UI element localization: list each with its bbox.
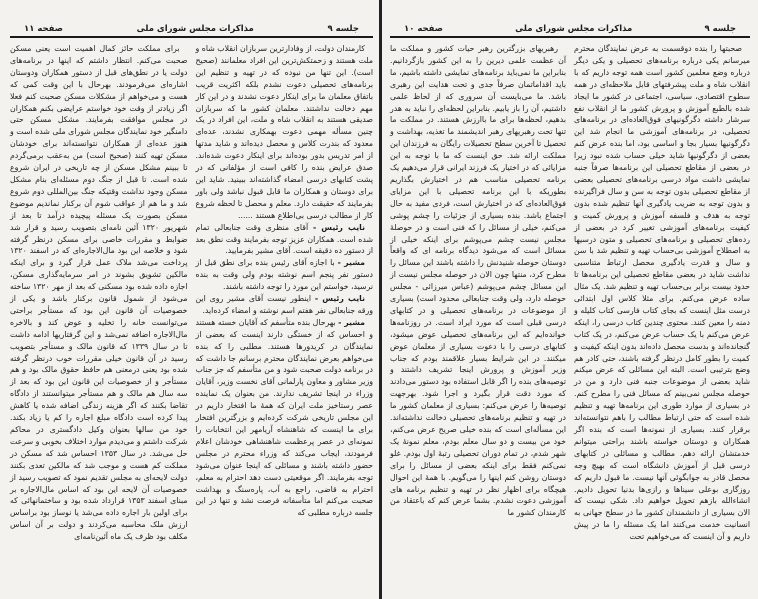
paragraph-text: با اجازه آقای رئیس بنده برای نطق قبل از دستور نفر پنجم اسم نوشته بودم ولی وقت به بنده نرسید، خواستم این مورد را توجه داشته باشند. bbox=[195, 258, 373, 292]
paragraph bbox=[196, 43, 374, 222]
paragraph bbox=[196, 257, 374, 293]
page-header bbox=[390, 20, 750, 38]
paragraph bbox=[196, 293, 374, 317]
page-number: صفحه ۱۱ bbox=[24, 24, 63, 34]
text-column-right bbox=[196, 43, 374, 543]
paragraph-text: اینطور نیست آقای مشیر روی این ورقه جنابعالی نفر هفتم اسم نوشته و امضاء کرده‌اید. bbox=[195, 294, 373, 315]
publication-title: مذاکرات مجلس شورای ملی bbox=[136, 24, 254, 34]
paragraph-text: آقای منظری وقت جنابعالی تمام شده است. همکاران عزیز توجه بفرمایند وقت نطق بعد از دستور ده دقیقه است. آقای مشیر بفرمایید. bbox=[195, 222, 373, 256]
paragraph-text: بهرحال بنده متأسفم که آقایان خسته هستند و احساس که از خستگی دارند اینست که بعضی از نمایندگان در کریدورها هستند. مطلبی را که بنده می‌خواهم بعرض نمایندگان محترم برسانم جا داشت که در برنامه دولت صحبت شود و من متأسفم که جز جناب وزیر مشاور و معاون پارلمانی آقای نخست وزیر، آقایان وزراء در اینجا تشریف ندارند. من بعنوان یک نماینده عصر رستاخیز ملت ایران که همهٔ ما افتخار داریم در این مجلس تاریخی شرکت کرده‌ایم و بزرگترین افتخار برای ما اینست که شاهنشاه آریامهر این انتخابات را نمونه‌ای در عصر پرعظمت شاهنشاهی خودشان اعلام فرمودند، ایجاب می‌کند که وزراء محترم در مجلس حضور داشته باشند و مسائلی که اینجا عنوان می‌شود توجه بفرمایند. اگر موقعیتی دست دهد احترام به معلم، احترام به قاضی، راجع به آب، پاره‌سنگ و بهداشت صحبت می‌کنم اما متأسفانه فرصت نشد و تنها در این جلسه درباره مطلبی که bbox=[195, 317, 373, 518]
speaker-name: مشیر - bbox=[337, 258, 365, 268]
paragraph-text: برای مملکت حائز کمال اهمیت است یعنی مسکن صحبت می‌کنم. انتظار داشتم که اینها در برنامه‌های دولت یا در نطق‌های قبل از دستور همکاران ودوستان اشاره‌ای می‌فرمودند. بهرحال با این وقت کمی که هست و می‌خواهم از مشکلات مسکن صحبت کنم فعلا اگر زیادتر از وقت خود خواستم عرایضی بکنم همکاران در مجلس موافقت بفرمایند. مشکل مسکن حتی دامنگیر خود نمایندگان مجلس شورای ملی شده است و هنوز عده‌ای از همکاران نتوانسته‌اند برای خودشان مسکن تهیه کنند (صحیح است) من به‌عقب برمی‌گردم تا ببینم مشکل مسکن از چه تاریخی در ایران شروع شده است. تا قبل از جنگ دوم مسئله‌ای بنام مشکل مسکن وجود نداشت وقتیکه جنگ بین‌المللی دوم شروع شد و ما هم از عواقب شوم آن برکنار نماندیم موضوع مسکن بصورت یک مسئله پیچیده درآمد تا بعد از شهریور ۱۳۲۰ آئین نامه‌ای بتصویب رسید و قرار شد ضوابط و مقررات خاصی برای مسکن درنظر گرفته شود و خلاصه این بود مال‌الاجاره‌ای که در اسفند ۱۳۲۰ پرداخت می‌شد ملاک عمل قرار گیرد و برای اینکه مالکین تشویق بشوند در امر سرمایه‌گذاری مسکن، اجازه داده شده بود مسکنی که بعد از مهر ۱۳۲۰ ساخته می‌شود از شمول قانون برکنار باشد و یکی از خصوصیات آن قانون این بود که مستأجر براحتی می‌توانست خانه را تخلیه و عوض کند و بالاخره مال‌الاجاره اضافه نمی‌شد و این گرفتاریها ادامه داشت تا در سال ۱۳۳۹ که قانون مالک و مستأجر بتصویب رسید در آن قانون خیلی مقررات خوب درنظر گرفته شده بود یعنی درمعنی هم حافظ حقوق مالک بود و هم مستأجر و از خصوصیات این قانون این بود که بعد از سه سال هم مالک و هم مستأجر میتوانستند از دادگاه تقاضا بکنند که اگر هزینه زندگی اضافه شده یا کاهش پیدا کرده است دادگاه مبلغ اجاره را کم یا زیاد بکند. خود من سالها بعنوان وکیل دادگستری در محاکم شرکت داشتم و می‌دیدم موارد اختلاف بخوبی و سرعت حل می‌شد. در سال ۱۳۵۳ احساس شد که مسکن در مملکت کم هست و موجب شد که مالکین تعدی بکنند دولت لایحه‌ای به مجلس تقدیم نمود که تصویب رسید از خصوصیات آن لایحه این بود که اساس مال‌الاجاره بر مبنای اسفند ۱۳۵۳ قرارداد شده بود و ساختمانهائی که برای اولین بار اجاره داده می‌شد یا نوساز بود براساس ارزش ملک محاسبه می‌کردند و دولت بر آن اساس مکلف بود ظرف یک ماه آئین‌نامه‌ای bbox=[10, 44, 188, 542]
paragraph bbox=[196, 317, 374, 519]
session-number: جلسه ۹ bbox=[704, 24, 736, 34]
speaker-name: نایب رئیس - bbox=[314, 294, 366, 304]
page-header bbox=[10, 20, 373, 38]
publication-title: مذاکرات مجلس شورای ملی bbox=[515, 24, 633, 34]
paragraph bbox=[390, 43, 566, 519]
speaker-name: مشیر - bbox=[338, 317, 365, 327]
paragraph-text: کارمندان دولت، از وفادارترین سربازان انقلاب شاه و ملت هستند و زحمتکش‌ترین این افراد معلمانند (صحیح است). این تنها من نبوده که در تهیه و تنظیم این برنامه‌های تحصیلی دعوت نشدم بلکه اکثریت قریب باتفاق معلمان ما برای اینکار دعوت نشدند و در این کار مهم دخالت نداشتند. معلمان کشور ما که سربازان صدیقی هستند به انقلاب شاه و ملت، این افراد در یک چنین مسأله مهمی دعوت بهمکاری نشدند، عده‌ای معدود که بندرت کلاس و محصل دیده‌اند و شاید مدتها از امر تدریس بدور بوده‌اند برای اینکار دعوت شده‌اند. صدق عرایض بنده را کافی است از مؤلفانی که در پشت کتابهای درسی امضاء گذاشته‌اند ببینید. شاید این برای دوستان و همکاران ما قابل قبول نباشد ولی باور بفرمایند که حقیقت دارد. معلم و محصل تا لحظه شروع کار از مطالب درسی بی‌اطلاع هستند ...... bbox=[195, 44, 373, 220]
paragraph bbox=[10, 43, 188, 543]
right-page bbox=[379, 0, 758, 599]
paragraph-text: صحبتها را بنده دوقسمت به عرض نمایندگان محترم میرسانم یکی درباره برنامه‌های تحصیلی و یکی دیگر درباره وضع معلمین کشور است همه توجه داریم که با انقلاب شاه و ملت پیشرفتهای قابل ملاحظه‌ای در همه سطوح اقتصادی، سیاسی، اجتماعی در کشور ما ایجاد شده بالطبع آموزش و پرورش کشور ما از انقلاب نفع سرشار داشته دگرگونیهای فوق‌العاده‌ای در برنامه‌های تحصیلی، در برنامه‌های آموزشی ما انجام شد این دگرگونیها بسیار بجا و اساسی بود، اما بنده عرض کنم بعضی از دگرگونیها شاید خیلی حساب شده نبود زیرا در بعضی از مقاطع تحصیلی این برنامه‌ها صرفاً جنبه نمایشی داشت مواد درسی برنامه‌های تحصیلی بعضی از مقاطع تحصیلی بدون توجه به سن و سال فراگیرنده و بدون توجه به ضریب یادگیری آنها تنظیم شده بدون توجه به هدف و فلسفه آموزش و پرورش کمیت و کیفیت برنامه‌های آموزشی تغییر کرد در بعضی از رده‌های تحصیلی و برنامه‌های تحصیلی و متون درسیها به اصطلاح آموزشی بی‌حساب تهیه و تنظیم شد با سن و سال و قدرت یادگیری محصل ارتباط متناسبی نداشت شاید در بعضی مقاطع تحصیلی این برنامه‌ها تا حدود بیست برابر بی‌حساب تهیه و تنظیم شد. یک مثال ساده عرض می‌کنم. برای مثلا کلاس اول ابتدائی درست مثل اینست که بجای کتاب فارسی کتاب کلیله و دمنه را معین کنند. محتوی چندین کتاب درسی را، اینکه عرض می‌کنم با یک حساب عرض می‌کنم، در یک کتاب گنجانده‌اند و بدست محصل داده‌اند بدون اینکه کیفیت و کمیت را بطور کامل درنظر گرفته باشند، حتی کادر هم وضع بترتیبی است. البته این مسائلی که عرض میکنم شاید بعضی از موضوعات جنبه فنی دارد و من در حوصله مجلس نمی‌بینم که مسائل فنی را مطرح کنم. در بسیاری از موارد طوری این برنامه‌ها تهیه و تنظیم شده است که حتی ارتباط مطالب را باهم نتوانسته‌اند برقرار کنند. بسیاری از نمونه‌ها است که بنده اگر همکاران و دوستان خواسته باشند براحتی میتوانم خدمتشان ارائه دهم. مطالب و مسائلی در کتابهای درسی قبل از آموزش دانشگاه است که بهیچ وجه محصل قادر به جوابگوئی آنها نیست. ما قبول داریم که روزگاری بوعلی سیناها و رازی‌ها بدنیا تحویل دادیم. انشاءالله بازهم تحویل خواهیم داد. شکی نیست که الان بسیاری از دانشمندان کشور ما در سطح جهانی به انسانیت خدمت می‌کنند اما یک مسئله را ما در پیش داریم و آن اینست که می‌خواهیم تحت bbox=[574, 44, 750, 542]
text-column-right bbox=[574, 43, 750, 543]
paragraph bbox=[574, 43, 750, 543]
speaker-name: نایب رئیس - bbox=[313, 222, 365, 232]
paragraph bbox=[196, 222, 374, 258]
text-column-left bbox=[10, 43, 188, 543]
paragraph-text: رهبریهای بزرگترین رهبر حیات کشور و مملکت ما آن عظمت علمی دیرین را به این کشور بازگردانیم. بنابراین ما نمی‌باید برنامه‌های نمایشی داشته باشیم، ما باید اقداماتمان صرفاً جدی و تحت هدایت این رهبری باشد. ما می‌بایست آن سروری که از لحاظ علمی داشتیم، آن را باز یابیم. بنابراین لحظه‌ای را نباید به هدر بدهیم، لحظه‌ها برای ما باارزش هستند. در مملکت ما تنها تحت رهبریهای رهبر اندیشمند ما تغذیه، بهداشت و تحصیل تا آخرین سطح تحصیلات رایگان به فرزندان این مملکت ارائه شد. حق اینست که ما با توجه به این مزایائی که در اختیار یک فرزند ایرانی قرار می‌دهیم یک برنامه تحصیلی مناسب هم در اختیارش بگذاریم بطوریکه با این برنامه تحصیلی با این مزایای فوق‌العاده‌ای که در اختیارش است، فردی مفید به حال اجتماع باشد. بنده بسیاری از جزئیات را چشم پوشی می‌کنم، خیلی از مسائل را که فنی است و در حوصلهٔ مجلس نیست چشم می‌پوشم برای اینکه خیلی از مسائل است که می‌شود دیدگاه برنامه ای که واقعاً دوستان حوصله شنیدنش را داشته باشند این مسائل را مطرح کرد، منتها چون الان در حوصله مجلس نیست از این مسائل چشم می‌پوشم (عباس میرزائی - مجلس حوصله دارد، ولی وقت جنابعالی محدود است) بسیاری از موضوعات در برنامه‌های تحصیلی و در کتابهای درسی قبلی است که مورد ایراد است. در روزنامه‌ها خوانده‌ایم که این برنامه‌های تحصیلی عوض میشود، کتابهای درسی را با دعوت بسیاری از معلمان عوض میکنند. در این شرایط بسیار علاقمند بودم که جناب وزیر آموزش و پرورش اینجا تشریف داشتند و توصیه‌های بنده را اگر قابل استفاده بود دستور می‌دادند که مورد دقت قرار بگیرد و اجرا شود. بهرجهت توصیه‌ها را عرض می‌کنم: بسیاری از معلمان کشور ما در تهیه و تنظیم برنامه‌های تحصیلی دخالت نداشته‌اند. این مسأله‌ای است که بنده خیلی صریح عرض می‌کنم، خود من بیست و دو سال معلم بودم، معلم نمونهٔ یک شهر شدم، در تمام دوران تحصیلی رتبهٔ اول بودم. غلو نمی‌کنم فقط برای اینکه بعضی از مسائل را برای دوستان روشن کنم اینها را می‌گویم. با همهٔ این احوال هیچگاه برای اظهار نظر در تهیه و تنظیم برنامه های آموزشی دعوت نشدم. بشما عرض کنم که باعتقاد من کارمندان کشور ما bbox=[390, 44, 566, 518]
text-column-left bbox=[390, 43, 566, 543]
page-number: صفحه ۱۰ bbox=[404, 24, 443, 34]
session-number: جلسه ۹ bbox=[327, 24, 359, 34]
